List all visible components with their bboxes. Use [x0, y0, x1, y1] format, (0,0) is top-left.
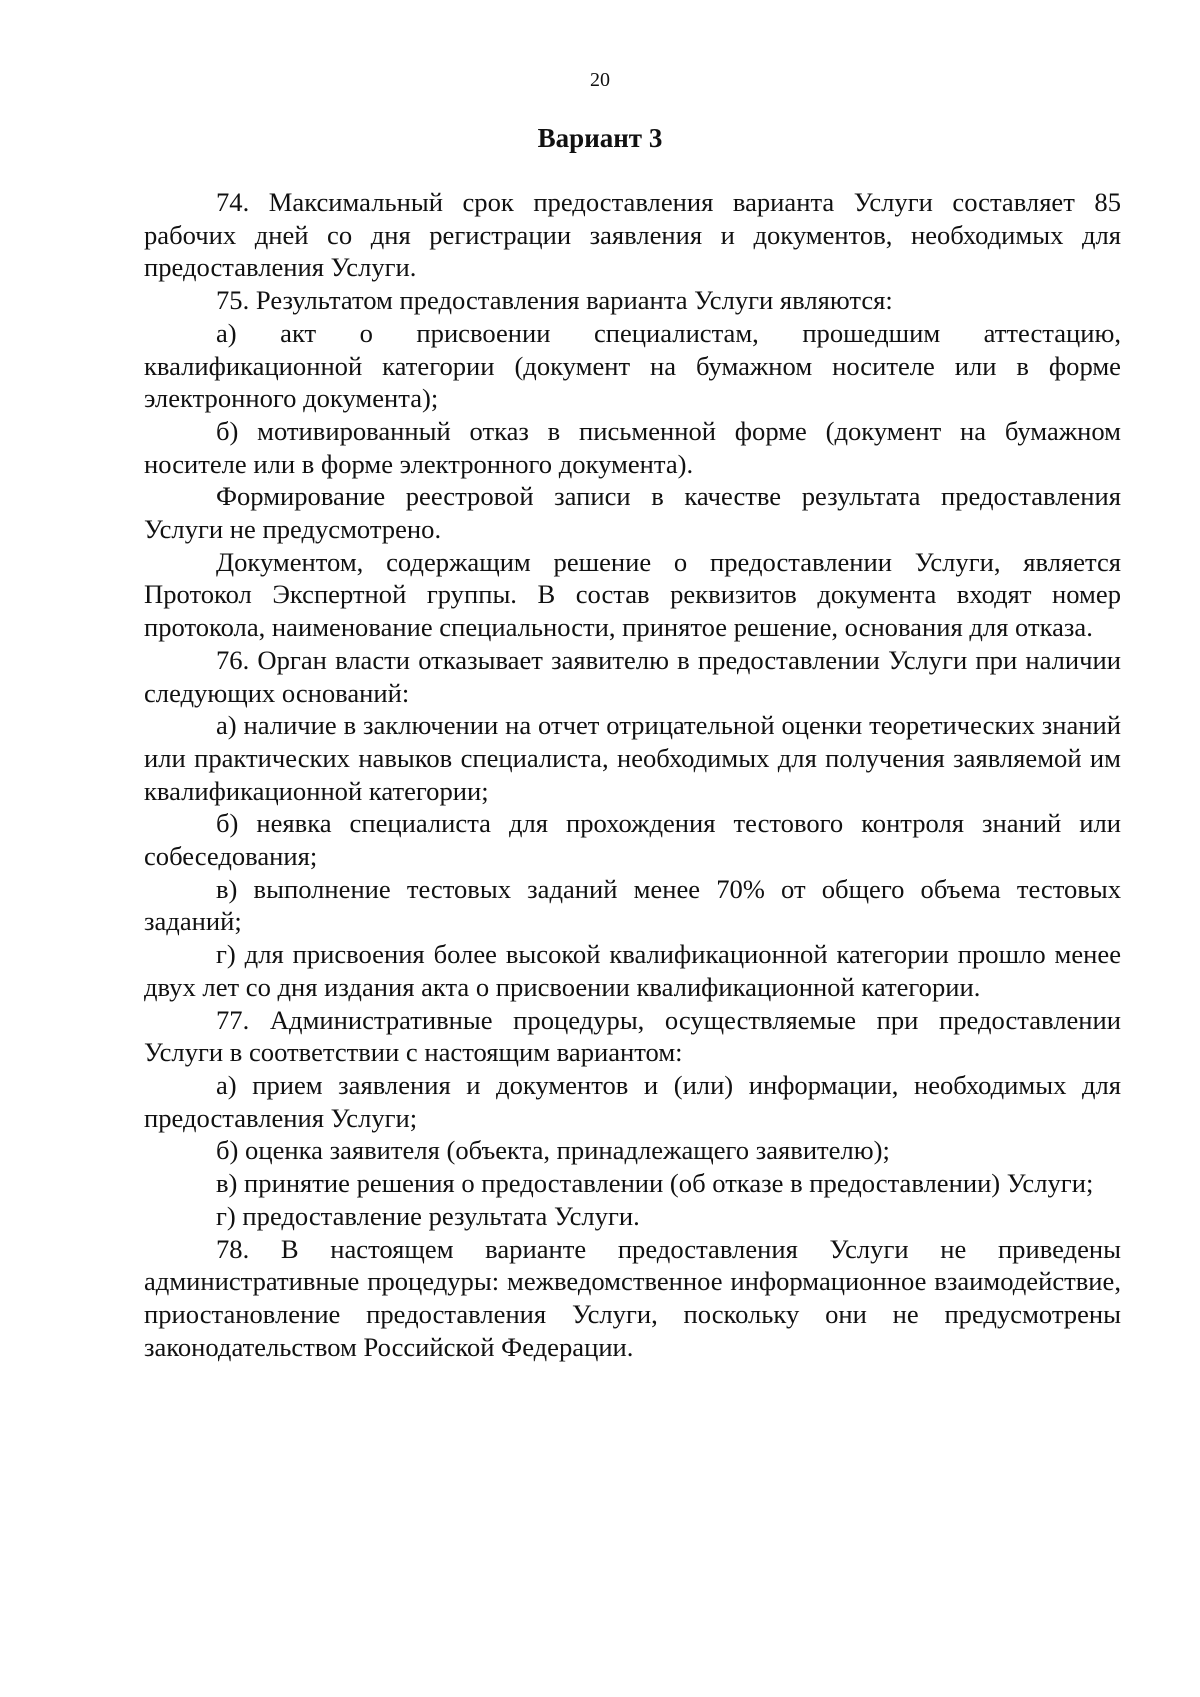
paragraph-75-a: а) акт о присвоении специалистам, прошедшим аттестацию, квалификационной категории (документ на бумажном носителе или в форме электронного документа);	[144, 317, 1121, 414]
paragraph-registry-record: Формирование реестровой записи в качестве результата предоставления Услуги не предусмотрено.	[144, 481, 1121, 545]
paragraph-75: 75. Результатом предоставления варианта Услуги являются:	[216, 285, 893, 316]
paragraph-74: 74. Максимальный срок предоставления варианта Услуги составляет 85 рабочих дней со дня регистрации заявления и документов, необходимых для предоставления Услуги.	[144, 187, 1121, 283]
paragraph-76-b: б) неявка специалиста для прохождения тестового контроля знаний или собеседования;	[144, 808, 1121, 872]
paragraph-77-g: г) предоставление результата Услуги.	[216, 1200, 640, 1231]
section-title: Вариант 3	[537, 123, 663, 153]
document-body	[144, 186, 1121, 1363]
paragraph-decision-document: Документом, содержащим решение о предоставлении Услуги, является Протокол Экспертной группы. В состав реквизитов документа входят номер протокола, наименование специальности, принятое решение, основания для отказа.	[144, 546, 1121, 643]
paragraph-76: 76. Орган власти отказывает заявителю в предоставлении Услуги при наличии следующих оснований:	[144, 644, 1121, 708]
page-number: 20	[590, 69, 610, 91]
paragraph-77-a: а) прием заявления и документов и (или) информации, необходимых для предоставления Услуги;	[144, 1069, 1121, 1133]
paragraph-78: 78. В настоящем варианте предоставления Услуги не приведены административные процедуры: межведомственное информационное взаимодействие, приостановление предоставления Услуги, поскольку они не предусмотрены законодательством Российской Федерации.	[144, 1233, 1121, 1362]
paragraph-76-g: г) для присвоения более высокой квалификационной категории прошло менее двух лет со дня издания акта о присвоении квалификационной категории.	[144, 939, 1121, 1002]
paragraph-76-v: в) выполнение тестовых заданий менее 70% от общего объема тестовых заданий;	[144, 873, 1121, 937]
paragraph-77: 77. Административные процедуры, осуществляемые при предоставлении Услуги в соответствии с настоящим вариантом:	[144, 1004, 1121, 1068]
paragraph-77-v: в) принятие решения о предоставлении (об отказе в предоставлении) Услуги;	[216, 1168, 1094, 1199]
paragraph-77-b: б) оценка заявителя (объекта, принадлежащего заявителю);	[216, 1135, 890, 1166]
paragraph-75-b: б) мотивированный отказ в письменной форме (документ на бумажном носителе или в форме электронного документа).	[144, 415, 1121, 479]
paragraph-76-a: а) наличие в заключении на отчет отрицательной оценки теоретических знаний или практических навыков специалиста, необходимых для получения заявляемой им квалификационной категории;	[144, 710, 1121, 806]
